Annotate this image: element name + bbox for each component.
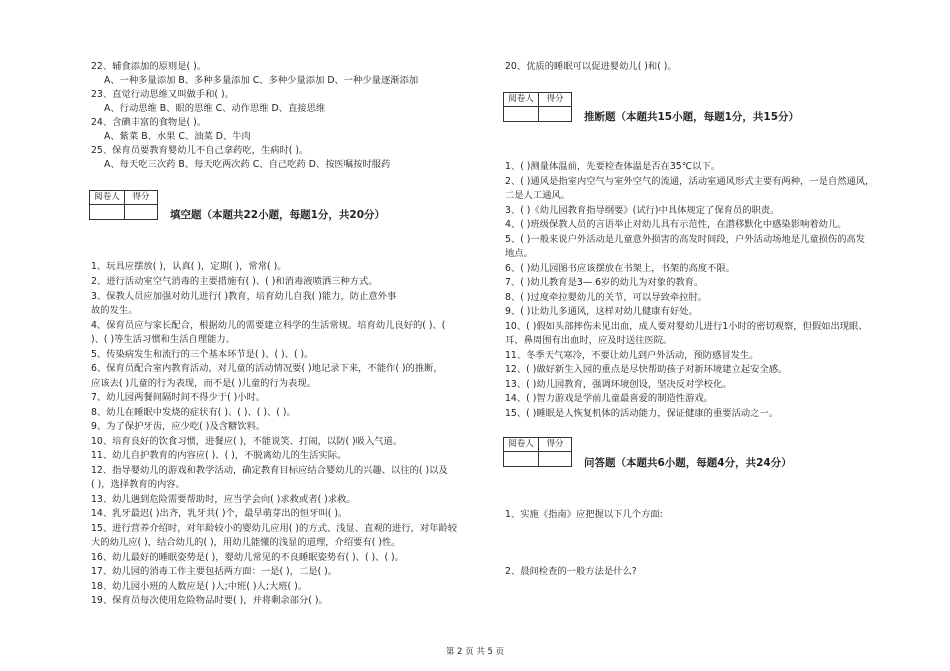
judge-line: 5、( )一般来说户外活动是儿童意外损害的高发时间段，户外活动场地是儿童损伤的高发 [505, 234, 866, 245]
judge-line: 二是人工通风。 [505, 190, 571, 201]
fill-line: 14、乳牙最迟( )出齐，乳牙共( )个，最早萌芽出的恒牙叫( )。 [91, 508, 348, 519]
score-label: 得分 [132, 192, 150, 202]
score-label: 得分 [546, 94, 564, 104]
fill-line: 7、幼儿园两餐间隔时间不得少于( )小时。 [91, 392, 266, 403]
qa-question-2: 2、晨间检查的一般方法是什么? [505, 566, 637, 577]
fill-line: 10、培育良好的饮食习惯，进餐应( )，不能说笑、打闹，以防( )吸入气道。 [91, 436, 403, 447]
fill-line: 12、指导婴幼儿的游戏和教学活动，确定教育目标应结合婴幼儿的兴趣、以往的( )以及 [91, 465, 448, 476]
judge-line: 地点。 [505, 248, 533, 259]
fill-line: 6、保育员配合室内教育活动，对儿童的活动情况要( )地记录下来，不能作( )的推断， [91, 363, 443, 374]
page-number: 第 2 页 共 5 页 [445, 647, 505, 657]
mc-options-22: A、一种多量添加 B、多种多量添加 C、多种少量添加 D、一种少量逐渐添加 [104, 75, 419, 86]
mc-question-25: 25、保育员要教育婴幼儿不自己拿药吃，生病时( )。 [91, 145, 309, 156]
fill-line: ( )，选择教育的内容。 [91, 479, 185, 490]
judge-line: 6、( )幼儿园图书应该摆放在书架上，书架的高度不限。 [505, 263, 735, 274]
fill-line: 3、保教人员应加强对幼儿进行( )教育，培育幼儿自我( )能力，防止意外事 [91, 291, 397, 302]
score-box-qa [503, 437, 572, 467]
judge-line: 2、( )通风是指室内空气与室外空气的流通，活动室通风形式主要有两种，一是自然通风， [505, 176, 875, 187]
fill-line: 应该去( )儿童的行为表现，而不是( )儿童的行为表现。 [91, 378, 316, 389]
fill-line: 2、进行活动室空气消毒的主要措施有( )、( )和消毒液喷洒三种方式。 [91, 276, 378, 287]
mc-options-25: A、每天吃三次药 B、每天吃两次药 C、自己吃药 D、按医嘱按时服药 [104, 159, 391, 170]
fill-line: 8、幼儿在睡眠中发烧的症状有( )、( )、( )、( )。 [91, 407, 296, 418]
score-box-judge [503, 92, 572, 122]
score-box-fill [89, 190, 158, 220]
fill-line: 16、幼儿最好的睡眠姿势是( )，婴幼儿常见的不良睡眠姿势有( )、( )、( )。 [91, 552, 404, 563]
judge-line: 11、冬季天气寒冷，不要让幼儿到户外活动，预防感冒发生。 [505, 350, 759, 361]
reviewer-label: 阅卷人 [504, 438, 539, 451]
fill-line: 11、幼儿自护教育的内容应( )、( )，不脱离幼儿的生活实际。 [91, 450, 347, 461]
fill-line: 5、传染病发生和流行的三个基本环节是( )、( )、( )。 [91, 349, 314, 360]
fill-line: 15、进行营养介绍时，对年龄较小的婴幼儿应用( )的方式、浅显、直观的进行，对年龄较 [91, 523, 458, 534]
fill-line: 18、幼儿园小班的人数应是( )人;中班( )人;大班( )。 [91, 581, 308, 592]
judge-line: 9、( )让幼儿多通风，这样对幼儿健康有好处。 [505, 306, 698, 317]
judge-line: 7、( )幼儿教育是3— 6岁的幼儿为对象的教育。 [505, 277, 704, 288]
mc-options-24: A、紫菜 B、水果 C、油菜 D、牛肉 [104, 131, 251, 142]
fill-line: 17、幼儿园的消毒工作主要包括两方面：一是( )，二是( )。 [91, 566, 338, 577]
judge-line: 13、( )幼儿园教育，强调环境创设，坚决反对学校化。 [505, 379, 732, 390]
qa-section-title: 问答题（本题共6小题，每题4分，共24分） [584, 457, 792, 469]
fill-line: 9、为了保护牙齿，应少吃( )及含糖饮料。 [91, 421, 266, 432]
fill-line: )、( )等生活习惯和生活自理能力。 [91, 334, 235, 345]
fill-line: 大的幼儿应( )，结合幼儿的( )，用幼儿能懂的浅显的道理，介绍要有( )性。 [91, 537, 401, 548]
mc-question-24: 24、含碘丰富的食物是( )。 [91, 117, 207, 128]
judge-line: 15、( )睡眠是人恢复机体的活动能力，保证健康的重要活动之一。 [505, 408, 779, 419]
judge-line: 耳、鼻周围有出血时，应及时送往医院。 [505, 335, 673, 346]
mc-question-22: 22、辅食添加的原则是( )。 [91, 61, 207, 72]
judge-line: 12、( )做好新生入园的重点是尽快帮助孩子对新环境建立起安全感。 [505, 364, 788, 375]
reviewer-label: 阅卷人 [90, 191, 125, 204]
judge-line: 3、( )《幼儿园教育指导纲要》(试行)中具体规定了保育员的职责。 [505, 205, 780, 216]
fill-question-20: 20、优质的睡眠可以促进婴幼儿( )和( )。 [505, 61, 677, 72]
fill-line: 19、保育员每次使用危险物品时要( )，并将剩余部分( )。 [91, 595, 328, 606]
fill-section-title: 填空题（本题共22小题，每题1分，共20分） [170, 209, 386, 221]
judge-section-title: 推断题（本题共15小题，每题1分，共15分） [584, 111, 800, 123]
fill-line: 13、幼儿遇到危险需要帮助时，应当学会向( )求救或者( )求救。 [91, 494, 356, 505]
mc-question-23: 23、直觉行动思维又叫做手和( )。 [91, 89, 234, 100]
judge-line: 14、( )智力游戏是学前儿童最喜爱的制造性游戏。 [505, 393, 713, 404]
mc-options-23: A、行动思维 B、眼的思维 C、动作思维 D、直接思维 [104, 103, 326, 114]
fill-line: 4、保育员应与家长配合，根据幼儿的需要建立科学的生活常规。培育幼儿良好的( )、( [91, 320, 446, 331]
judge-line: 8、( )过度牵拉婴幼儿的关节，可以导致牵拉肘。 [505, 292, 708, 303]
judge-line: 10、( )假如头部摔伤未见出血，成人要对婴幼儿进行1小时的密切观察，但假如出现眼、 [505, 321, 868, 332]
qa-question-1: 1、实施《指南》应把握以下几个方面: [505, 509, 663, 520]
fill-line: 故的发生。 [91, 305, 138, 316]
fill-line: 1、玩具应摆放( )，认真( )，定期( )，常常( )。 [91, 261, 287, 272]
score-label: 得分 [546, 439, 564, 449]
judge-line: 4、( )班级保教人员的言语举止对幼儿具有示范性，在潜移默化中感染影响着幼儿。 [505, 219, 847, 230]
judge-line: 1、( )测量体温前，先要检查体温是否在35℃以下。 [505, 161, 721, 172]
reviewer-label: 阅卷人 [504, 93, 539, 106]
